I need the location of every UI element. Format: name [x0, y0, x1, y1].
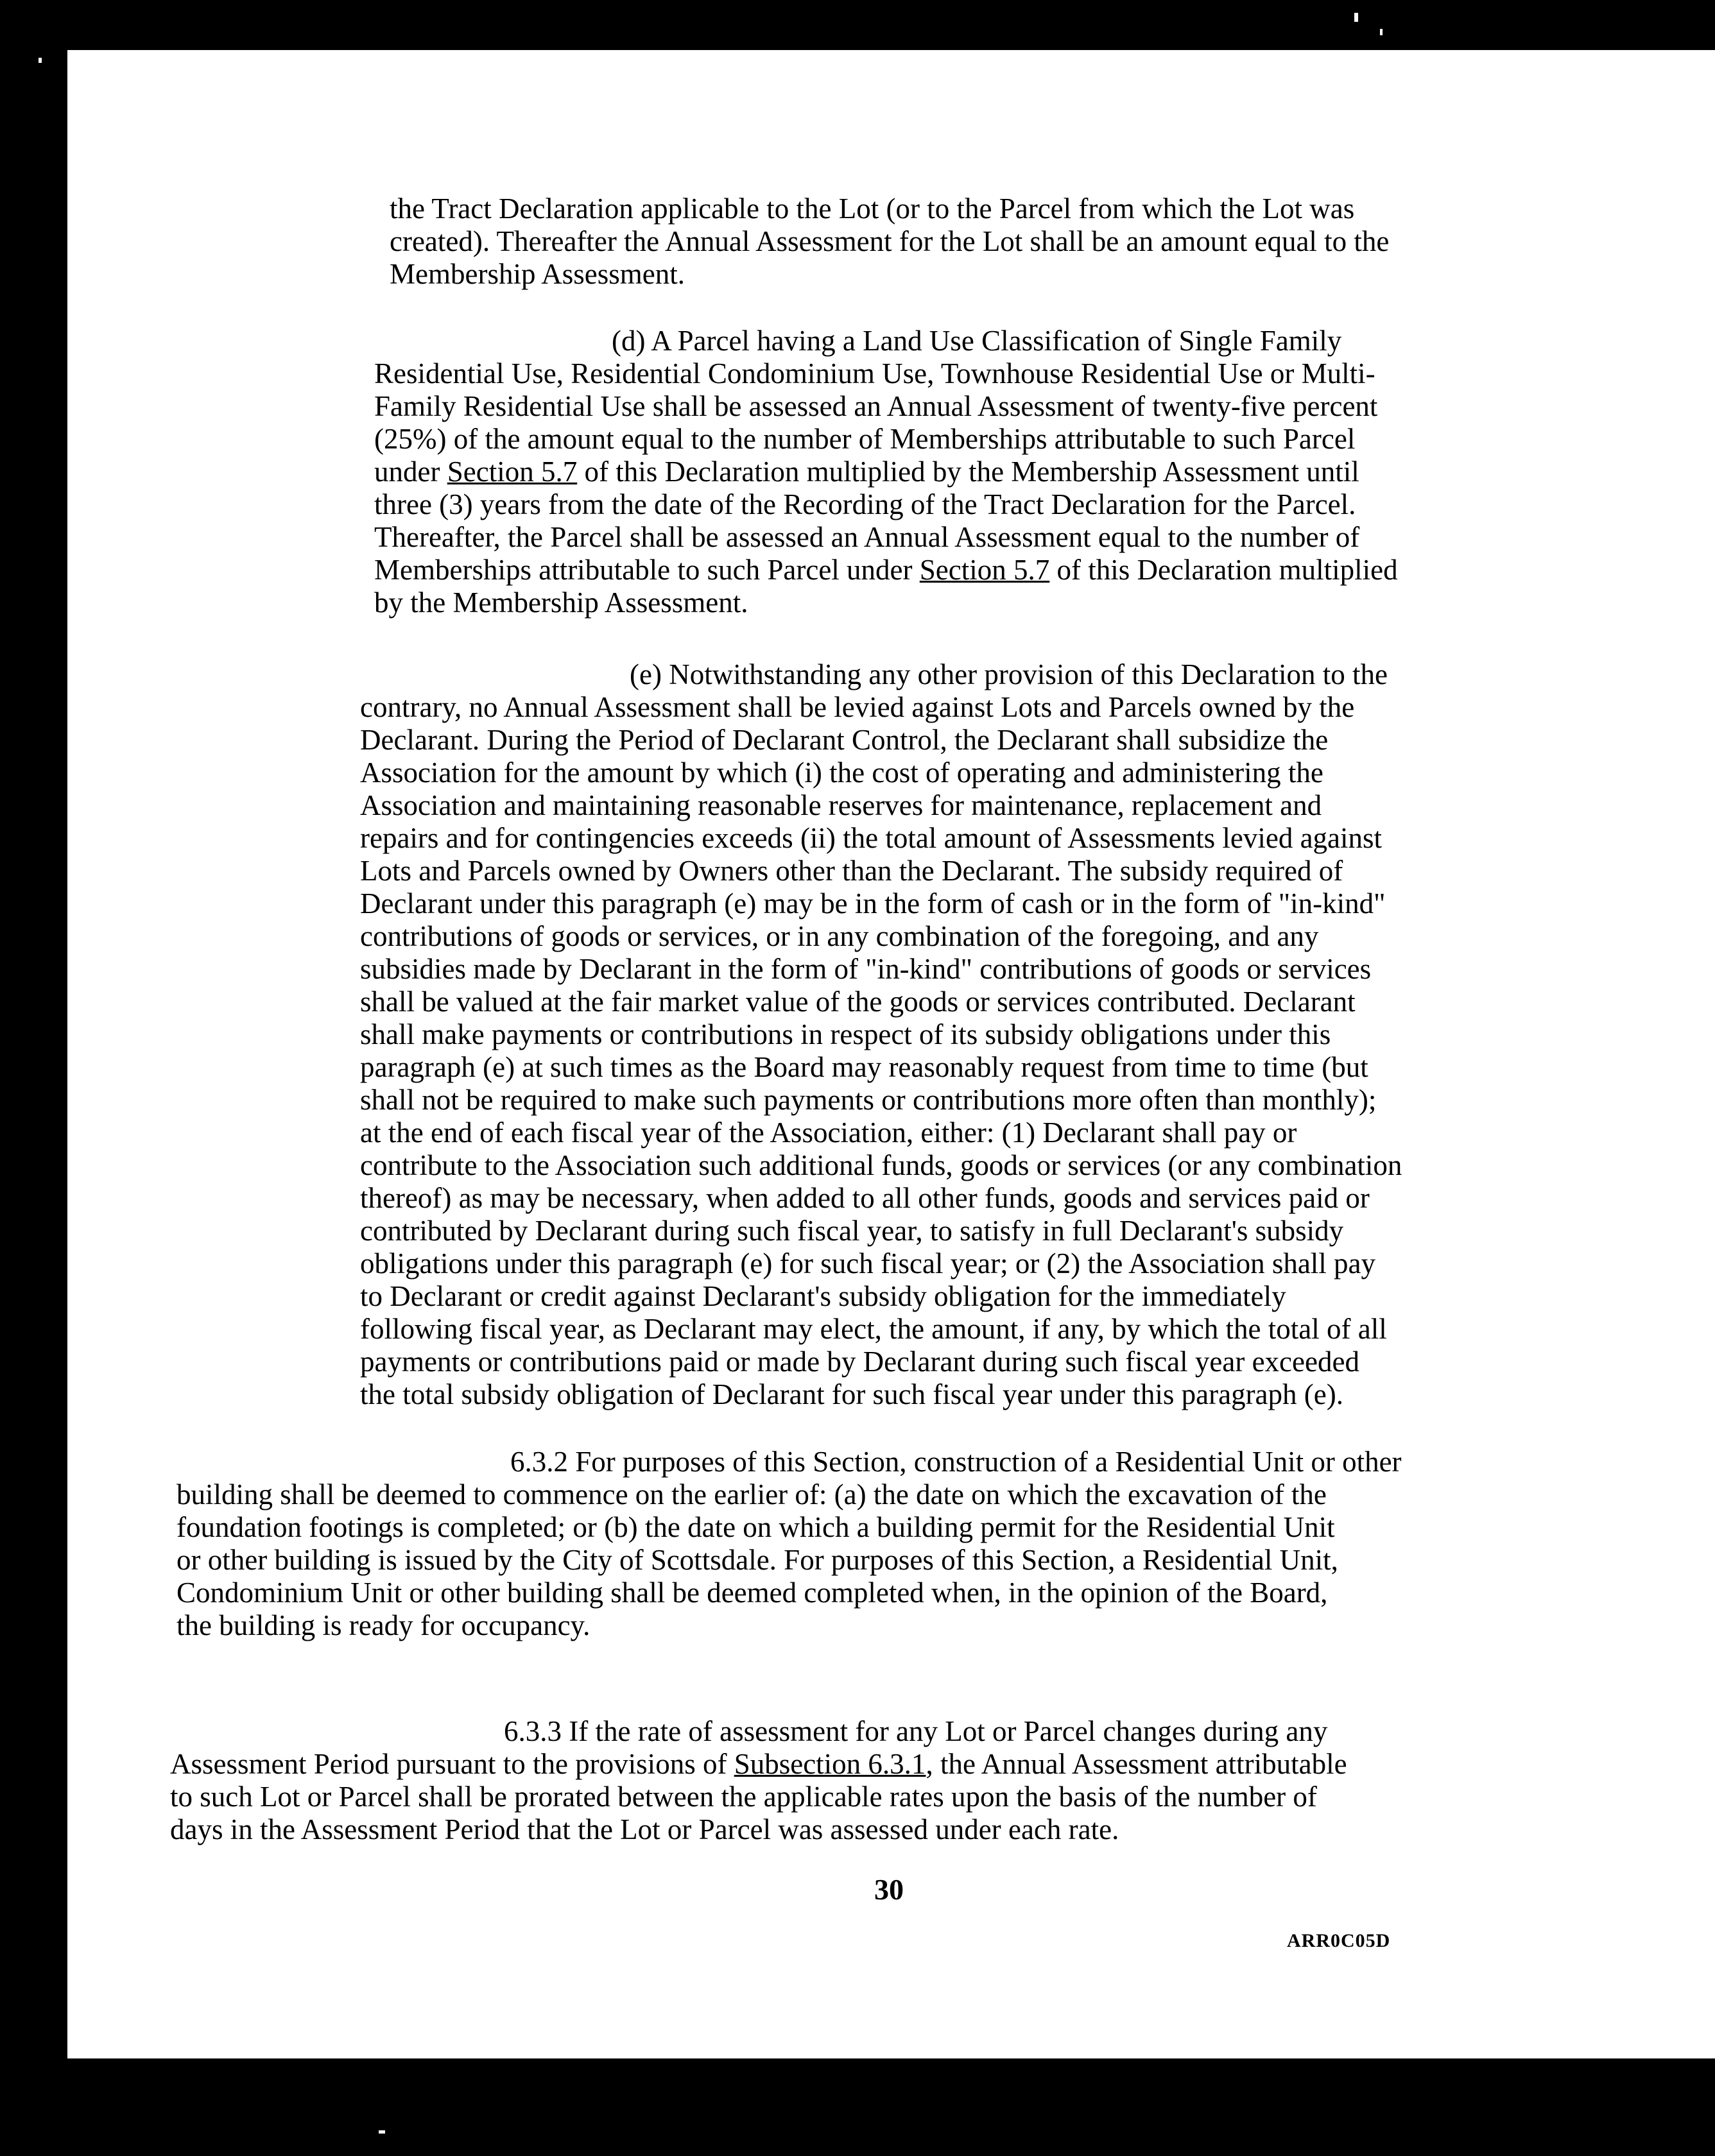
text-line: subsidies made by Declarant in the form of "in-kind" contributions of goods or services — [360, 953, 1372, 985]
cross-reference: Section 5.7 — [919, 554, 1050, 586]
text-line: contribute to the Association such additional funds, goods or services (or any combination — [360, 1149, 1402, 1181]
text-line: (d) A Parcel having a Land Use Classification of Single Family — [612, 325, 1342, 357]
text-line: contrary, no Annual Assessment shall be levied against Lots and Parcels owned by the — [360, 691, 1355, 723]
text-line: thereof) as may be necessary, when added to all other funds, goods and services paid or — [360, 1182, 1370, 1214]
text-line: following fiscal year, as Declarant may elect, the amount, if any, by which the total of all — [360, 1313, 1387, 1345]
scan-speck — [39, 58, 42, 63]
scan-speck — [1354, 13, 1358, 22]
text-line: 6.3.3 If the rate of assessment for any Lot or Parcel changes during any — [504, 1715, 1328, 1747]
paragraph-e — [360, 658, 1626, 1411]
text-line: under Section 5.7 of this Declaration multiplied by the Membership Assessment until — [374, 456, 1359, 488]
text-line: shall be valued at the fair market value of the goods or services contributed. Declarant — [360, 986, 1356, 1018]
text-line: (e) Notwithstanding any other provision of this Declaration to the — [630, 658, 1388, 690]
text-line: Thereafter, the Parcel shall be assessed an Annual Assessment equal to the number of — [374, 521, 1360, 553]
text-line: Memberships attributable to such Parcel under Section 5.7 of this Declaration multiplied — [374, 554, 1398, 586]
text-line: paragraph (e) at such times as the Board may reasonably request from time to time (but — [360, 1051, 1368, 1083]
section-6-3-3 — [170, 1715, 1589, 1846]
text-line: Residential Use, Residential Condominium Use, Townhouse Residential Use or Multi- — [374, 357, 1375, 389]
text-line: repairs and for contingencies exceeds (ii) the total amount of Assessments levied against — [360, 822, 1383, 854]
text-line: shall not be required to make such payments or contributions more often than monthly); — [360, 1084, 1377, 1116]
text-line: contributions of goods or services, or in any combination of the foregoing, and any — [360, 920, 1319, 952]
text-line: Lots and Parcels owned by Owners other than the Declarant. The subsidy required of — [360, 855, 1343, 887]
text-line: (25%) of the amount equal to the number of Memberships attributable to such Parcel — [374, 423, 1356, 455]
scanned-page — [67, 50, 1715, 2058]
text-line: to such Lot or Parcel shall be prorated between the applicable rates upon the basis of the number of — [170, 1781, 1317, 1813]
text-line: payments or contributions paid or made by Declarant during such fiscal year exceeded — [360, 1346, 1359, 1378]
text-line: or other building is issued by the City of Scottsdale. For purposes of this Section, a Residential Unit, — [177, 1544, 1338, 1576]
text-line: three (3) years from the date of the Recording of the Tract Declaration for the Parcel. — [374, 488, 1356, 520]
paragraph-d — [374, 325, 1633, 619]
text-line: Declarant. During the Period of Declarant Control, the Declarant shall subsidize the — [360, 724, 1329, 756]
text-line: the building is ready for occupancy. — [177, 1609, 590, 1641]
page-number: 30 — [874, 1873, 904, 1906]
text-line: the total subsidy obligation of Declarant for such fiscal year under this paragraph (e). — [360, 1378, 1343, 1410]
text-line: Family Residential Use shall be assessed an Annual Assessment of twenty-five percent — [374, 390, 1378, 422]
text-line: contributed by Declarant during such fiscal year, to satisfy in full Declarant's subsidy — [360, 1215, 1344, 1247]
text-line: Association and maintaining reasonable reserves for maintenance, replacement and — [360, 789, 1322, 821]
text-line: days in the Assessment Period that the Lot or Parcel was assessed under each rate. — [170, 1813, 1119, 1845]
cross-reference: Section 5.7 — [447, 456, 578, 488]
section-6-3-2 — [177, 1446, 1595, 1642]
text-line: 6.3.2 For purposes of this Section, construction of a Residential Unit or other — [510, 1446, 1402, 1478]
text-line: Membership Assessment. — [390, 258, 685, 290]
text-line: created). Thereafter the Annual Assessment for the Lot shall be an amount equal to the — [390, 225, 1390, 257]
continuation-paragraph — [390, 193, 1633, 291]
text-line: to Declarant or credit against Declarant's subsidy obligation for the immediately — [360, 1280, 1286, 1312]
text-line: building shall be deemed to commence on the earlier of: (a) the date on which the excavation of the — [177, 1478, 1327, 1510]
scan-speck — [379, 2130, 385, 2134]
text-line: Assessment Period pursuant to the provisions of Subsection 6.3.1, the Annual Assessment attributable — [170, 1748, 1347, 1780]
text-line: by the Membership Assessment. — [374, 586, 748, 619]
text-line: Condominium Unit or other building shall be deemed completed when, in the opinion of the Board, — [177, 1577, 1328, 1609]
text-line: Declarant under this paragraph (e) may be in the form of cash or in the form of "in-kind" — [360, 887, 1386, 920]
text-line: foundation footings is completed; or (b) the date on which a building permit for the Residential Unit — [177, 1511, 1335, 1543]
text-line: the Tract Declaration applicable to the Lot (or to the Parcel from which the Lot was — [390, 193, 1355, 225]
document-code: ARR0C05D — [1287, 1930, 1391, 1951]
scan-speck — [1380, 29, 1383, 35]
text-line: obligations under this paragraph (e) for such fiscal year; or (2) the Association shall pay — [360, 1247, 1376, 1279]
text-line: shall make payments or contributions in respect of its subsidy obligations under this — [360, 1018, 1331, 1050]
text-line: at the end of each fiscal year of the Association, either: (1) Declarant shall pay or — [360, 1116, 1297, 1149]
text-line: Association for the amount by which (i) the cost of operating and administering the — [360, 757, 1323, 789]
cross-reference: Subsection 6.3.1 — [734, 1748, 926, 1780]
